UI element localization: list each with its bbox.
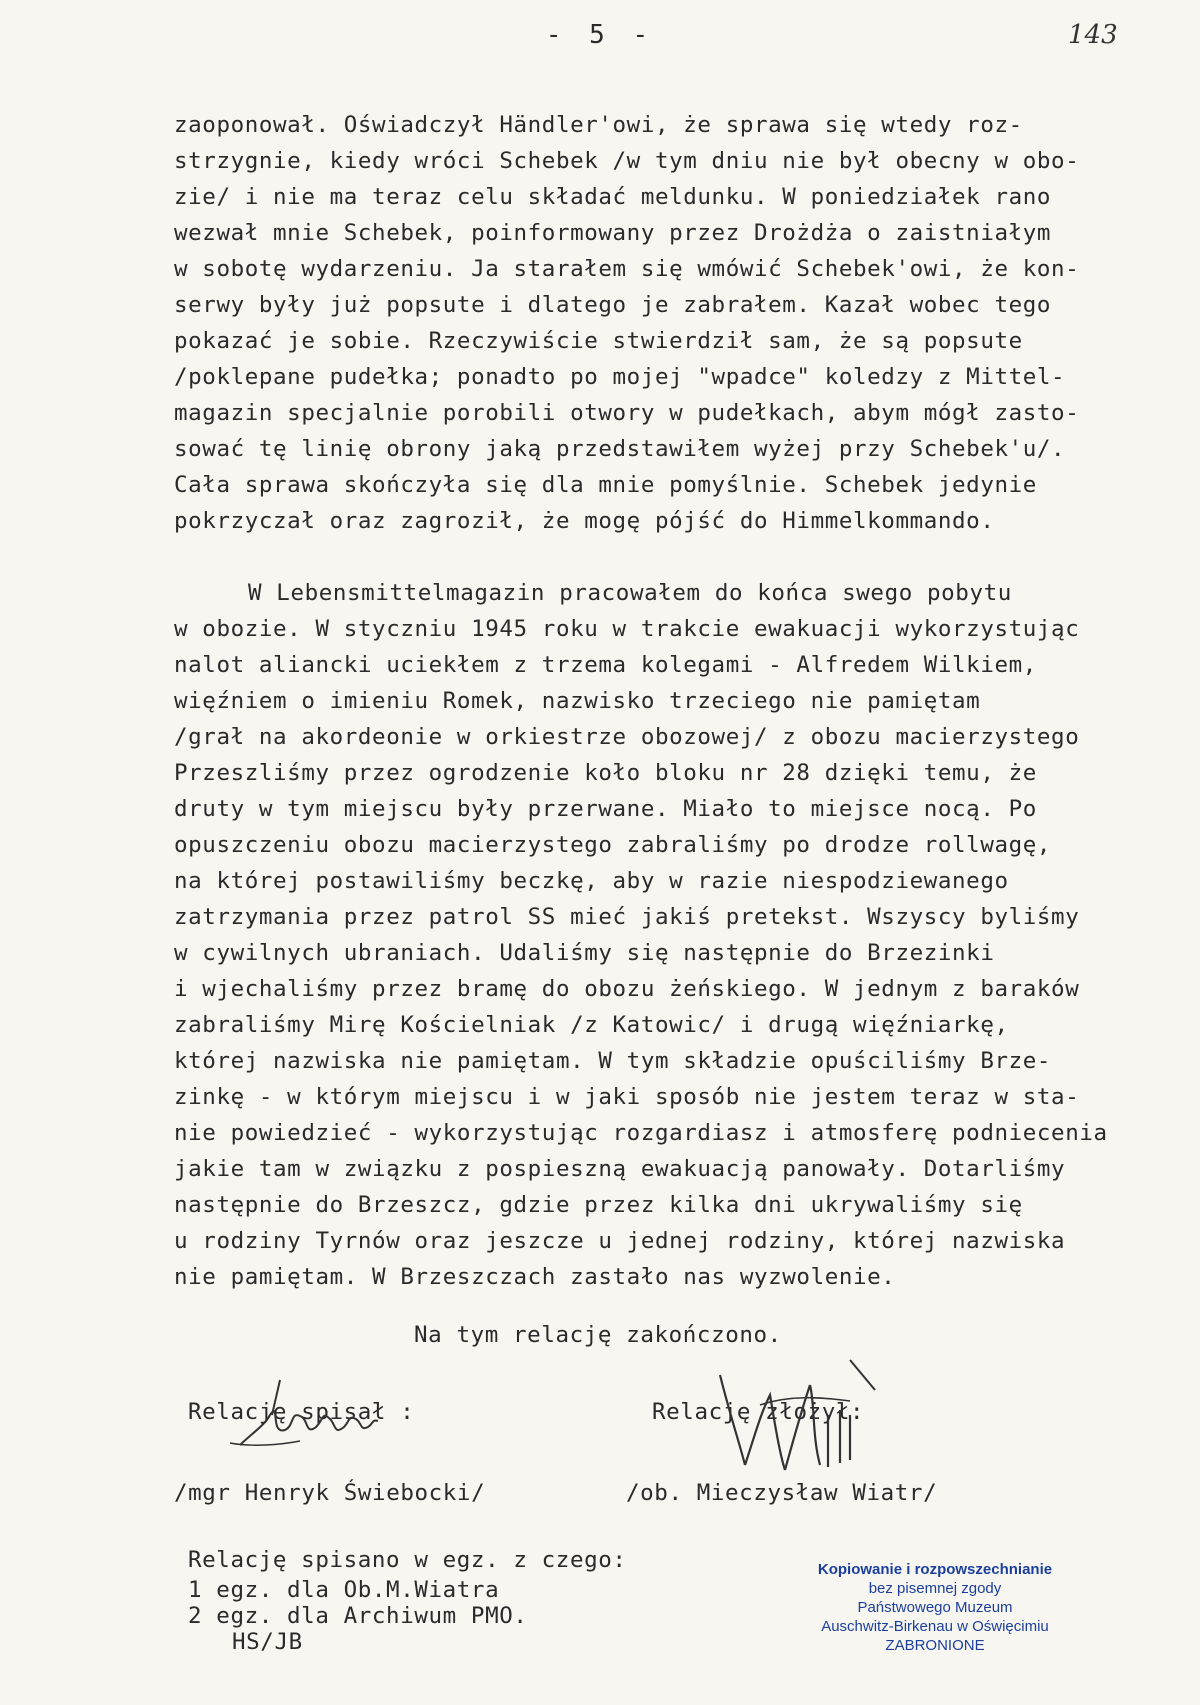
body-line: strzygnie, kiedy wróci Schebek /w tym dniu nie był obecny w obo- [174,148,1080,174]
body-line: nie powiedzieć - wykorzystując rozgardiasz i atmosferę podniecenia [174,1120,1108,1146]
closing-line: Na tym relację zakończono. [414,1322,782,1348]
body-line: magazin specjalnie porobili otwory w pudełkach, abym mógł zasto- [174,400,1080,426]
body-line: sować tę linię obrony jaką przedstawiłem wyżej przy Schebek'u/. [174,436,1066,462]
body-line: zie/ i nie ma teraz celu składać meldunku. W poniedziałek rano [174,184,1052,210]
distribution-heading: Relację spisano w egz. z czego: [188,1547,627,1573]
body-line: Cała sprawa skończyła się dla mnie pomyślnie. Schebek jedynie [174,472,1037,498]
body-line: nie pamiętam. W Brzeszczach zastało nas wyzwolenie. [174,1264,896,1290]
body-line: u rodziny Tyrnów oraz jeszcze u jednej rodziny, której nazwiska [174,1228,1066,1254]
recorder-name: /mgr Henryk Świebocki/ [174,1480,486,1506]
witness-name: /ob. Mieczysław Wiatr/ [626,1480,938,1506]
body-line: W Lebensmittelmagazin pracowałem do końca swego pobytu [248,580,1012,606]
body-line: w cywilnych ubraniach. Udaliśmy się następnie do Brzezinki [174,940,995,966]
body-line: /grał na akordeonie w orkiestrze obozowej/ z obozu macierzystego [174,724,1080,750]
stamp-line: Auschwitz-Birkenau w Oświęcimiu [821,1618,1049,1635]
stamp-line: Kopiowanie i rozpowszechnianie [817,1561,1053,1578]
copyright-stamp [790,1560,1080,1655]
body-line: nalot aliancki uciekłem z trzema kolegami - Alfredem Wilkiem, [174,652,1037,678]
body-line: zabraliśmy Mirę Kościelniak /z Katowic/ i drugą więźniarkę, [174,1012,1009,1038]
distribution-initials: HS/JB [232,1629,303,1655]
body-line: więźniem o imieniu Romek, nazwisko trzeciego nie pamiętam [174,688,981,714]
body-line: opuszczeniu obozu macierzystego zabraliśmy po drodze rollwagę, [174,832,1052,858]
stamp-line: ZABRONIONE [885,1637,985,1654]
archive-number: 143 [1068,20,1118,50]
stamp-line: Państwowego Muzeum [857,1599,1013,1616]
body-line: zinkę - w którym miejscu i w jaki sposób nie jestem teraz w sta- [174,1084,1080,1110]
stamp-line: bez pisemnej zgody [868,1580,1002,1597]
distribution-item: 2 egz. dla Archiwum PMO. [188,1603,528,1629]
body-line: i wjechaliśmy przez bramę do obozu żeńskiego. W jednym z baraków [174,976,1080,1002]
body-line: następnie do Brzeszcz, gdzie przez kilka dni ukrywaliśmy się [174,1192,1023,1218]
body-line: druty w tym miejscu były przerwane. Miało to miejsce nocą. Po [174,796,1037,822]
body-line: której nazwiska nie pamiętam. W tym składzie opuściliśmy Brze- [174,1048,1052,1074]
body-line: w sobotę wydarzeniu. Ja starałem się wmówić Schebek'owi, że kon- [174,256,1080,282]
body-line: pokazać je sobie. Rzeczywiście stwierdził sam, że są popsute [174,328,1023,354]
body-line: /poklepane pudełka; ponadto po mojej "wpadce" koledzy z Mittel- [174,364,1066,390]
body-line: w obozie. W styczniu 1945 roku w trakcie ewakuacji wykorzystując [174,616,1080,642]
body-line: na której postawiliśmy beczkę, aby w razie niespodziewanego [174,868,1009,894]
recorder-signature [210,1375,410,1455]
witness-signature [700,1355,890,1485]
witness-label: Relację złożył: [652,1399,865,1425]
body-line: zatrzymania przez patrol SS mieć jakiś pretekst. Wszyscy byliśmy [174,904,1080,930]
body-line: wezwał mnie Schebek, poinformowany przez Drożdża o zaistniałym [174,220,1052,246]
body-line: pokrzyczał oraz zagroził, że mogę pójść do Himmelkommando. [174,508,995,534]
body-line: zaoponował. Oświadczył Händler'owi, że sprawa się wtedy roz- [174,112,1023,138]
recorder-label: Relację spisał : [188,1399,415,1425]
body-line: serwy były już popsute i dlatego je zabrałem. Kazał wobec tego [174,292,1052,318]
body-line: jakie tam w związku z pospieszną ewakuacją panowały. Dotarliśmy [174,1156,1066,1182]
body-line: Przeszliśmy przez ogrodzenie koło bloku nr 28 dzięki temu, że [174,760,1037,786]
page-number: - 5 - [545,20,655,50]
distribution-item: 1 egz. dla Ob.M.Wiatra [188,1577,500,1603]
